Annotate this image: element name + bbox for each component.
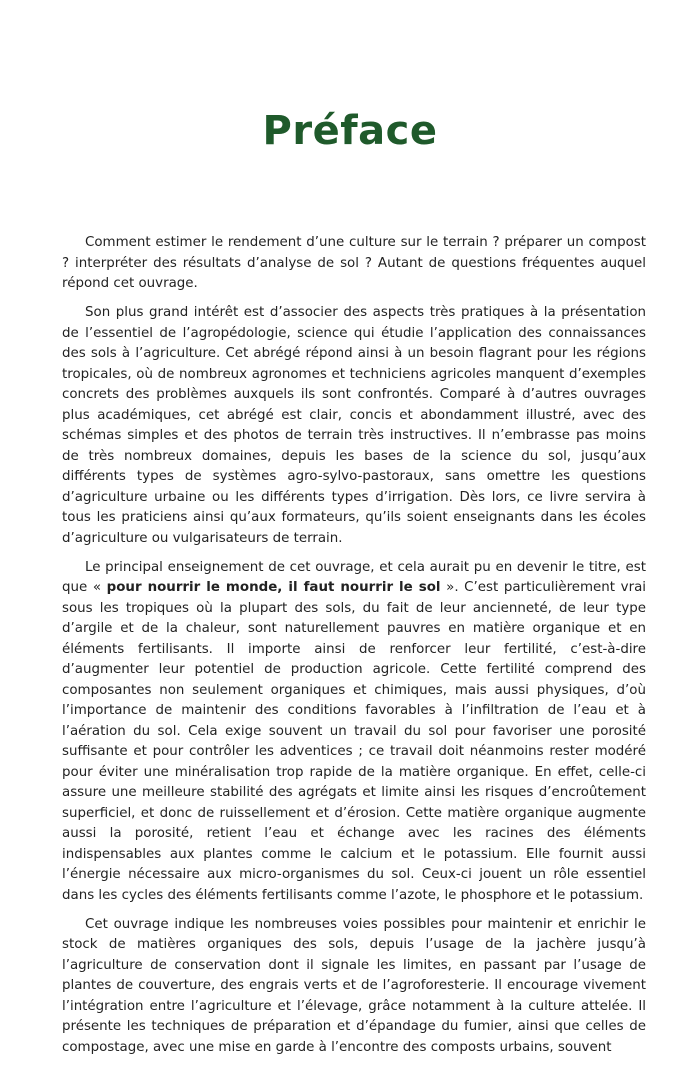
paragraph-2: Son plus grand intérêt est d’associer des aspects très pratiques à la présentation de l’essentiel de l’agropédologie, science qui étudie l’application des connaissances des sols à l’agriculture. Cet abrégé répond ainsi à un besoin flagrant pour les régions tropicales, où de nombreux agronomes et techniciens agricoles manquent d’exemples concrets des problèmes auxquels ils sont confrontés. Comparé à d’autres ouvrages plus académiques, cet abrégé est clair, concis et abondamment illustré, avec des schémas simples et des photos de terrain très instructives. Il n’embrasse pas moins de très nombreux domaines, depuis les bases de la science du sol, jusqu’aux différents types de systèmes agro-sylvo-pastoraux, sans omettre les questions d’agriculture urbaine ou les différents types d’irrigation. Dès lors, ce livre servira à tous les praticiens ainsi qu’aux formateurs, qu’ils soient enseignants dans les écoles d’agriculture ou vulgarisateurs de terrain.	[62, 305, 646, 546]
page-title: Préface	[262, 108, 438, 154]
preface-body	[62, 233, 646, 1058]
paragraph-3	[62, 558, 646, 907]
key-quote: pour nourrir le monde, il faut nourrir le sol	[106, 580, 441, 595]
paragraph-3-before: Le principal enseignement de cet ouvrage, et cela aurait pu en devenir le titre, est que «	[62, 559, 646, 595]
paragraph-3-after: ». C’est particulièrement vrai sous les tropiques où la plupart des sols, du fait de leur ancienneté, de leur type d’argile et de la chaleur, sont naturellement pauvres en matière organique et en éléments fertilisants. Il importe ainsi de renforcer leur fertilité, c’est-à-dire d’augmenter leur potentiel de production agricole. Cette fertilité comprend des composantes non seulement organiques et chimiques, mais aussi physiques, d’où l’importance de maintenir des conditions favorables à l’infiltration de l’eau et à l’aération du sol. Cela exige souvent un travail du sol pour favoriser une porosité suffisante et pour contrôler les adventices ; ce travail doit néanmoins rester modéré pour éviter une minéralisation trop rapide de la matière organique. En effet, celle-ci assure une meilleure stabilité des agrégats et limite ainsi les risques d’encroûtement superficiel, et donc de ruissellement et d’érosion. Cette matière organique augmente aussi la porosité, retient l’eau et échange avec les racines des éléments indispensables aux plantes comme le calcium et le potassium. Elle fournit aussi l’énergie nécessaire aux micro-organismes du sol. Ceux-ci jouent un rôle essentiel dans les cycles des éléments fertilisants comme l’azote, le phosphore et le potassium.	[62, 580, 646, 903]
paragraph-1: Comment estimer le rendement d’une culture sur le terrain ? préparer un compost ? interpréter des résultats d’analyse de sol ? Autant de questions fréquentes auquel répond cet ouvrage.	[62, 235, 646, 291]
paragraph-4: Cet ouvrage indique les nombreuses voies possibles pour maintenir et enrichir le stock de matières organiques des sols, depuis l’usage de la jachère jusqu’à l’agriculture de conservation dont il signale les limites, en passant par l’usage de plantes de couverture, des engrais verts et de l’agroforesterie. Il encourage vivement l’intégration entre l’agriculture et l’élevage, grâce notamment à la culture attelée. Il présente les techniques de préparation et d’épandage du fumier, ainsi que celles de compostage, avec une mise en garde à l’encontre des composts urbains, souvent	[62, 916, 646, 1055]
